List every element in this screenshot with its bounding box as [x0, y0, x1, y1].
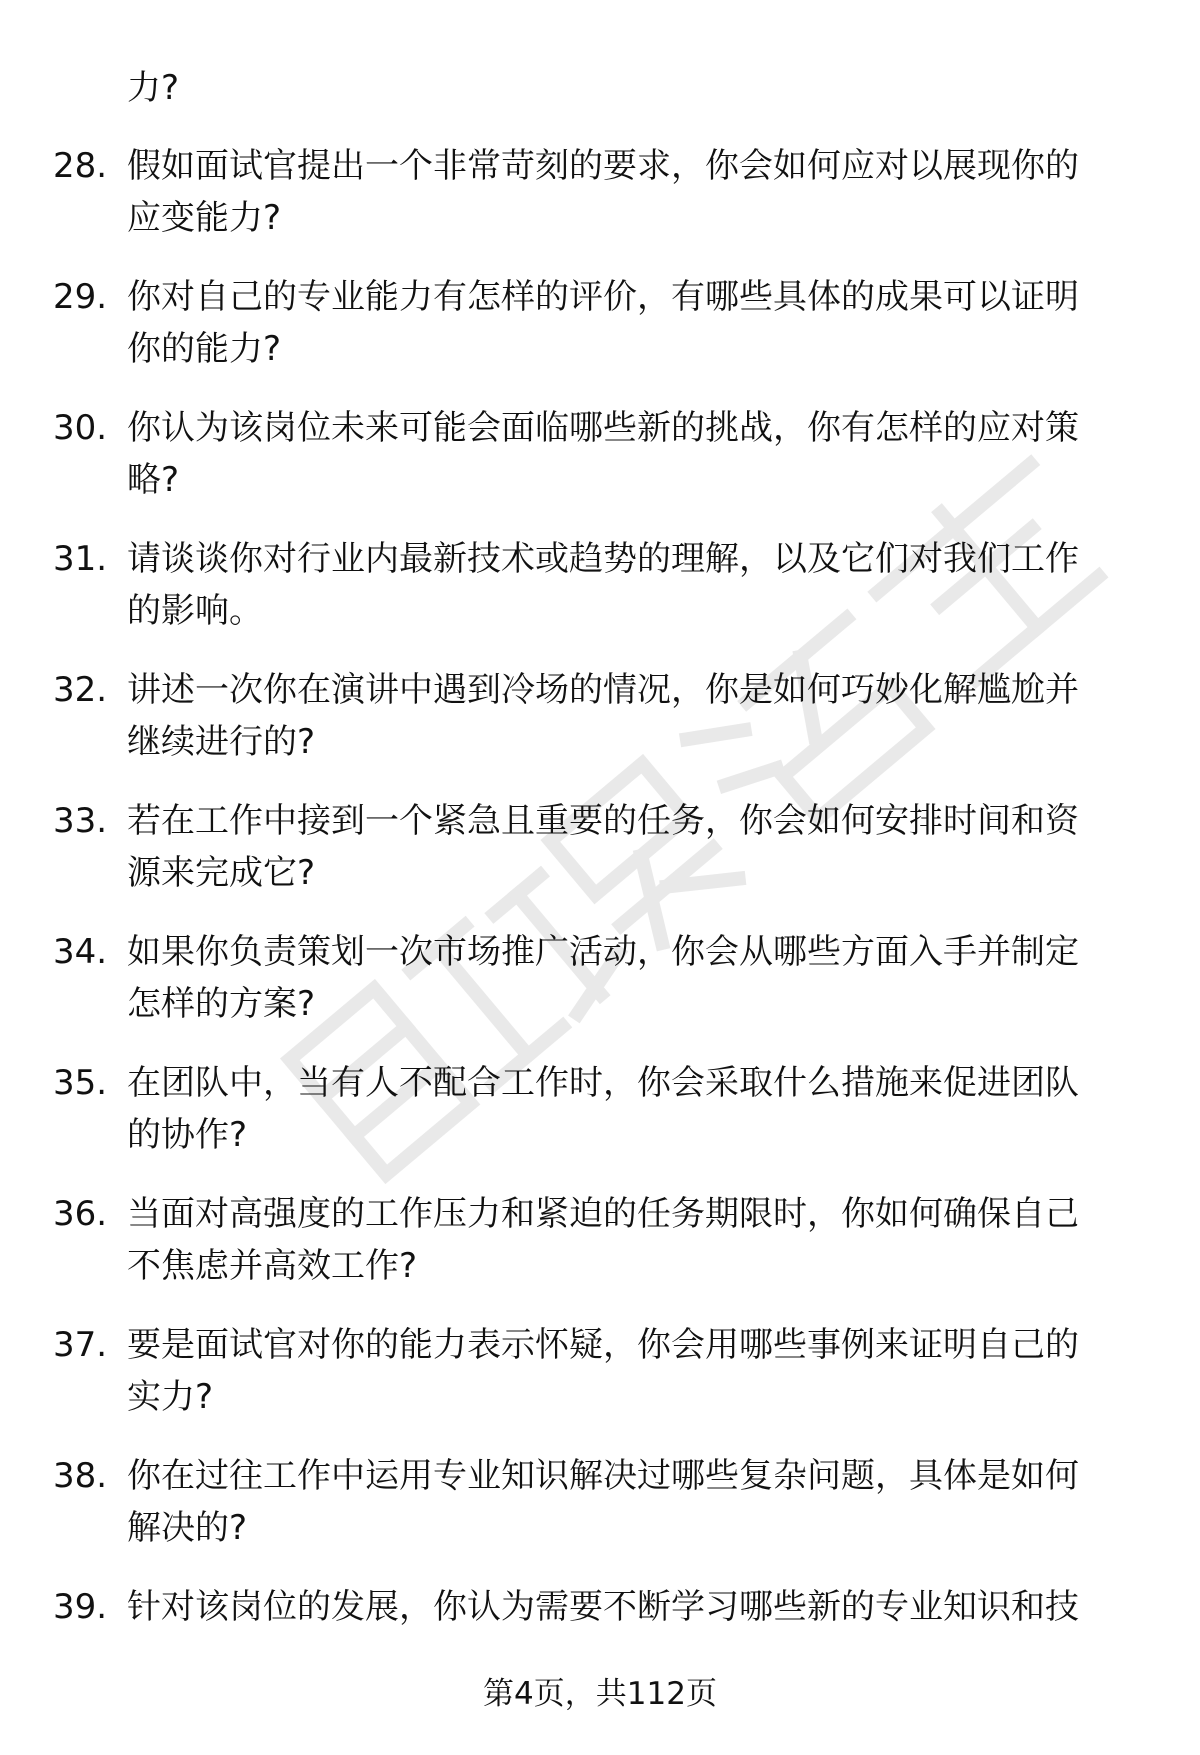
- question-line: 实力?: [127, 1377, 214, 1417]
- question-item: [0, 795, 1200, 926]
- question-item: [0, 402, 1200, 533]
- question-item: [0, 1319, 1200, 1450]
- question-line: 要是面试官对你的能力表示怀疑，你会用哪些事例来证明自己的: [127, 1325, 1079, 1365]
- page-footer: 第4页，共112页: [483, 1676, 717, 1712]
- question-text: [127, 402, 1157, 506]
- question-line: 在团队中，当有人不配合工作时，你会采取什么措施来促进团队: [127, 1063, 1079, 1103]
- question-line: 不焦虑并高效工作?: [127, 1246, 418, 1286]
- question-item: [0, 140, 1200, 271]
- question-item: [0, 664, 1200, 795]
- question-text: [127, 664, 1157, 768]
- question-text: [127, 795, 1157, 899]
- question-list: [0, 140, 1200, 1712]
- question-number: 32.: [53, 670, 108, 710]
- question-line: 若在工作中接到一个紧急且重要的任务，你会如何安排时间和资: [127, 801, 1079, 841]
- question-number: 37.: [53, 1325, 108, 1365]
- question-line: 解决的?: [127, 1508, 248, 1548]
- question-text: [127, 271, 1157, 375]
- question-text: [127, 1319, 1157, 1423]
- question-number: 29.: [53, 277, 108, 317]
- question-line: 源来完成它?: [127, 853, 316, 893]
- question-number: 36.: [53, 1194, 108, 1234]
- question-line: 假如面试官提出一个非常苛刻的要求，你会如何应对以展现你的: [127, 146, 1079, 186]
- question-number: 34.: [53, 932, 108, 972]
- question-line: 继续进行的?: [127, 722, 316, 762]
- question-text: [127, 140, 1157, 244]
- question-item: [0, 271, 1200, 402]
- question-number: 31.: [53, 539, 108, 579]
- question-number: 30.: [53, 408, 108, 448]
- question-number: 35.: [53, 1063, 108, 1103]
- question-text: [127, 1581, 1157, 1633]
- question-line: 应变能力?: [127, 198, 282, 238]
- question-number: 39.: [53, 1587, 108, 1627]
- question-number: 38.: [53, 1456, 108, 1496]
- question-line: 的影响。: [127, 591, 263, 631]
- question-line: 如果你负责策划一次市场推广活动，你会从哪些方面入手并制定: [127, 932, 1079, 972]
- question-text: [127, 926, 1157, 1030]
- question-line: 你认为该岗位未来可能会面临哪些新的挑战，你有怎样的应对策: [127, 408, 1079, 448]
- question-line: 针对该岗位的发展，你认为需要不断学习哪些新的专业知识和技: [127, 1587, 1079, 1627]
- question-item: [0, 533, 1200, 664]
- question-text: [127, 1188, 1157, 1292]
- question-line: 你的能力?: [127, 329, 282, 369]
- question-line: 请谈谈你对行业内最新技术或趋势的理解，以及它们对我们工作: [127, 539, 1079, 579]
- question-line: 讲述一次你在演讲中遇到冷场的情况，你是如何巧妙化解尴尬并: [127, 670, 1079, 710]
- question-line: 怎样的方案?: [127, 984, 316, 1024]
- question-item: [0, 1450, 1200, 1581]
- question-text: [127, 1450, 1157, 1554]
- question-item: [0, 926, 1200, 1057]
- question-text: [127, 1057, 1157, 1161]
- question-line: 当面对高强度的工作压力和紧迫的任务期限时，你如何确保自己: [127, 1194, 1079, 1234]
- question-line: 略?: [127, 460, 180, 500]
- question-number: 28.: [53, 146, 108, 186]
- question-item: [0, 1057, 1200, 1188]
- question-line: 你在过往工作中运用专业知识解决过哪些复杂问题，具体是如何: [127, 1456, 1079, 1496]
- question-line: 你对自己的专业能力有怎样的评价，有哪些具体的成果可以证明: [127, 277, 1079, 317]
- question-text: [127, 533, 1157, 637]
- question-continuation: 力?: [127, 68, 180, 108]
- question-item: [0, 1188, 1200, 1319]
- question-line: 的协作?: [127, 1115, 248, 1155]
- question-number: 33.: [53, 801, 108, 841]
